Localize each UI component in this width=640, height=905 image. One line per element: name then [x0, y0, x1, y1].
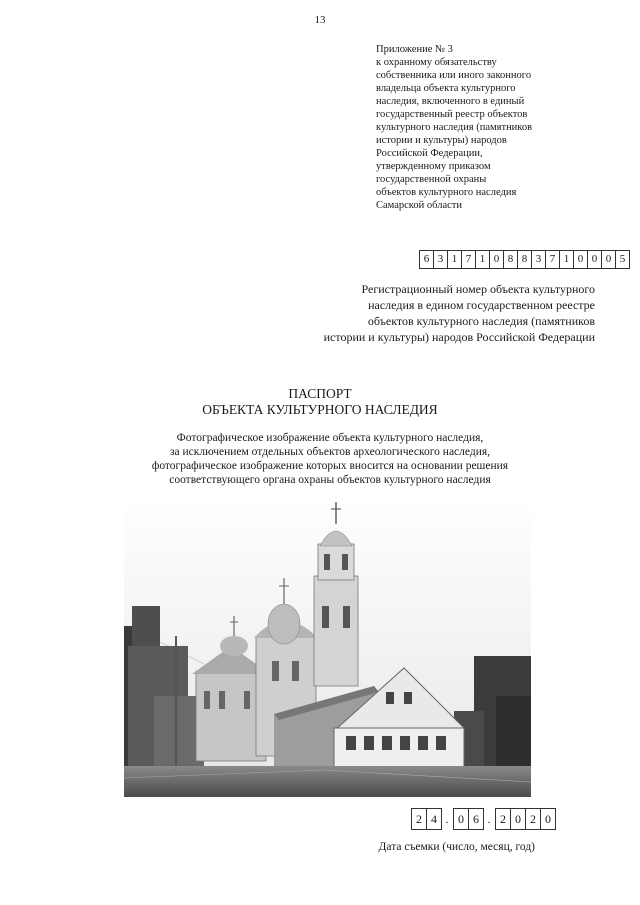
appendix-line: владельца объекта культурного [376, 83, 516, 94]
reg-label-line: Регистрационный номер объекта культурного [361, 282, 595, 296]
passport-title-line2: ОБЪЕКТА КУЛЬТУРНОГО НАСЛЕДИЯ [202, 402, 438, 417]
date-separator: . [445, 811, 449, 826]
reg-digit: 5 [615, 250, 630, 269]
appendix-line: Самарской области [376, 200, 462, 211]
appendix-note [376, 43, 626, 212]
reg-digit: 0 [573, 250, 588, 269]
date-year-digit: 2 [495, 808, 511, 830]
appendix-line: государственный реестр объектов [376, 109, 528, 120]
appendix-line: культурного наследия (памятников [376, 122, 533, 133]
passport-title [0, 386, 640, 418]
date-year-digit: 2 [525, 808, 541, 830]
date-year-digit: 0 [510, 808, 526, 830]
reg-digit: 8 [503, 250, 518, 269]
appendix-line: объектов культурного наследия [376, 187, 517, 198]
date-month-digit: 6 [468, 808, 484, 830]
reg-label-line: истории и культуры) народов Российской Федерации [323, 330, 595, 344]
reg-digit: 0 [489, 250, 504, 269]
page-number: 13 [314, 14, 326, 26]
passport-title-line1: ПАСПОРТ [288, 386, 352, 401]
reg-digit: 0 [601, 250, 616, 269]
reg-digit: 8 [517, 250, 532, 269]
photo-desc-line: соответствующего органа охраны объектов культурного наследия [169, 474, 491, 486]
registration-number-boxes [419, 250, 629, 269]
shoot-date-boxes [411, 808, 555, 830]
appendix-line: к охранному обязательству [376, 57, 497, 68]
reg-digit: 7 [461, 250, 476, 269]
reg-digit: 0 [587, 250, 602, 269]
photo-desc-line: фотографическое изображение которых вносится на основании решения [151, 460, 509, 472]
date-separator: . [487, 811, 491, 826]
date-year-digit: 0 [540, 808, 556, 830]
photo-desc-line: Фотографическое изображение объекта культурного наследия, [176, 432, 484, 444]
date-day-digit: 2 [411, 808, 427, 830]
date-day-digit: 4 [426, 808, 442, 830]
photo-description [60, 431, 600, 487]
reg-digit: 7 [545, 250, 560, 269]
reg-label-line: наследия в едином государственном реестре [368, 298, 595, 312]
appendix-line: Российской Федерации, [376, 148, 483, 159]
reg-digit: 6 [419, 250, 434, 269]
appendix-line: государственной охраны [376, 174, 487, 185]
date-month-digit: 0 [453, 808, 469, 830]
reg-digit: 3 [433, 250, 448, 269]
appendix-line: Приложение № 3 [376, 44, 453, 55]
reg-digit: 1 [447, 250, 462, 269]
reg-digit: 1 [559, 250, 574, 269]
reg-label-line: объектов культурного наследия (памятников [367, 314, 595, 328]
shoot-date-label: Дата съемки (число, месяц, год) [378, 841, 535, 853]
appendix-line: собственника или иного законного [376, 70, 532, 81]
church-photo [124, 496, 531, 797]
reg-digit: 3 [531, 250, 546, 269]
appendix-line: утвержденному приказом [376, 161, 491, 172]
reg-digit: 1 [475, 250, 490, 269]
registration-number-label [250, 281, 595, 345]
photo-desc-line: за исключением отдельных объектов археологического наследия, [169, 446, 491, 458]
appendix-line: истории и культуры) народов [376, 135, 507, 146]
appendix-line: наследия, включенного в единый [376, 96, 525, 107]
